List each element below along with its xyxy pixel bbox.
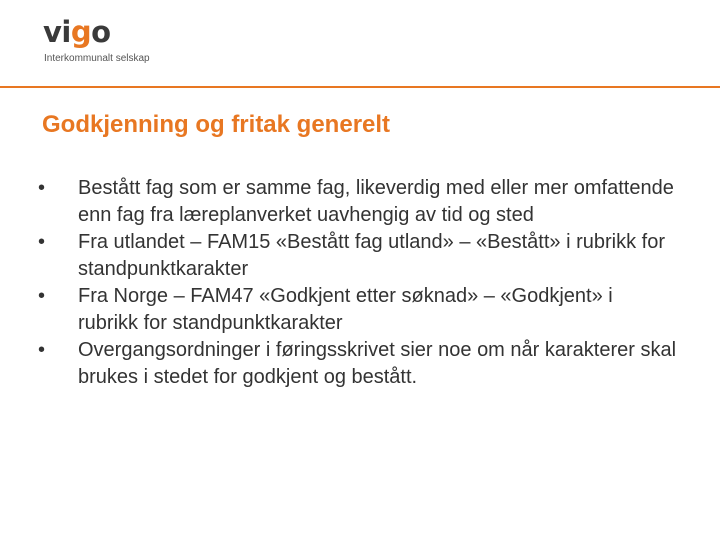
bullet-marker: •: [38, 339, 46, 361]
logo-wordmark: [43, 14, 111, 50]
logo-letter-i: i: [61, 15, 71, 49]
logo-letter-o: o: [91, 15, 111, 49]
bullet-item: [0, 337, 720, 391]
bullet-item: [0, 175, 720, 229]
bullet-list: [0, 175, 720, 391]
header-divider: [0, 86, 720, 88]
logo-tagline: Interkommunalt selskap: [44, 53, 150, 64]
slide-title: Godkjenning og fritak generelt: [42, 111, 391, 138]
bullet-text: Bestått fag som er samme fag, likeverdig med eller mer omfattende enn fag fra læreplanverket uavhengig av tid og sted: [78, 177, 674, 226]
logo-letter-g: g: [70, 15, 92, 49]
bullet-text: Overgangsordninger i føringsskrivet sier noe om når karakterer skal brukes i stedet for godkjent og bestått.: [78, 339, 677, 388]
bullet-marker: •: [38, 285, 46, 307]
bullet-item: [0, 283, 720, 337]
bullet-marker: •: [38, 177, 46, 199]
bullet-item: [0, 229, 720, 283]
bullet-text: Fra Norge – FAM47 «Godkjent etter søknad» – «Godkjent» i rubrikk for standpunktkarakter: [78, 285, 613, 334]
bullet-text: Fra utlandet – FAM15 «Bestått fag utland» – «Bestått» i rubrikk for standpunktkarakter: [78, 231, 665, 280]
logo-letter-v: v: [43, 15, 62, 49]
bullet-marker: •: [38, 231, 46, 253]
logo: [43, 14, 173, 68]
